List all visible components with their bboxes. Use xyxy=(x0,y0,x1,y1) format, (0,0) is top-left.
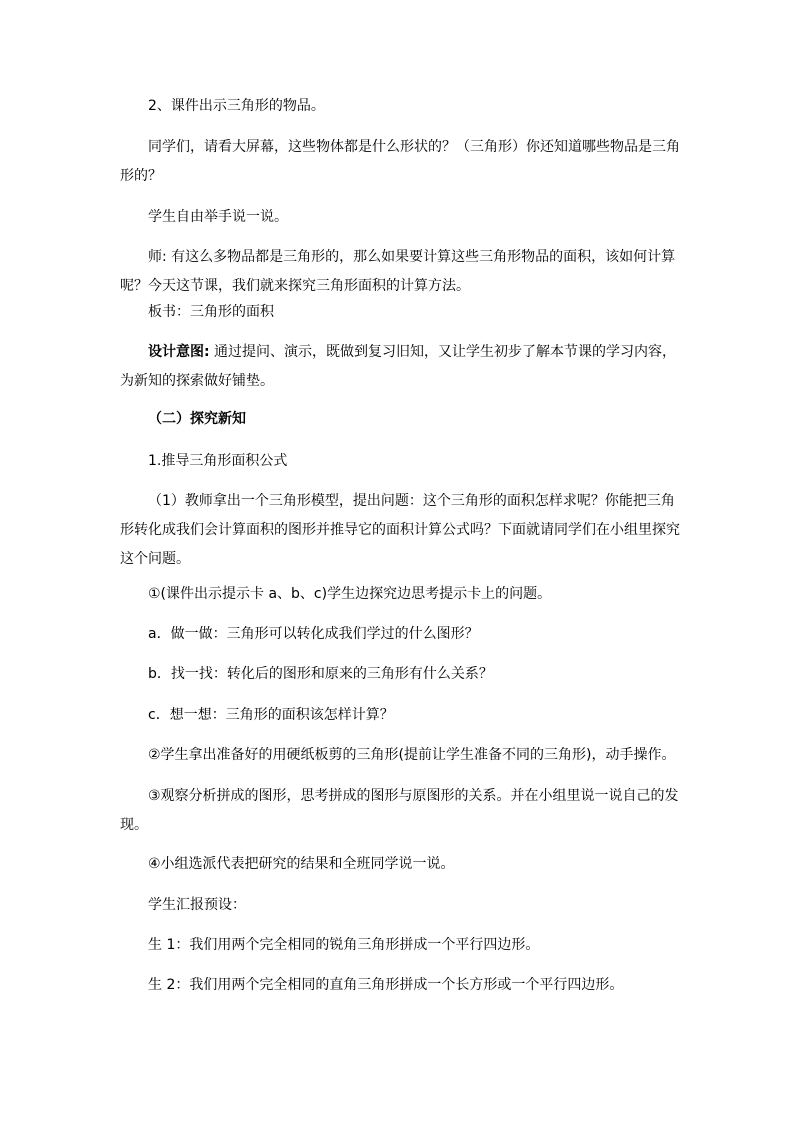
paragraph-group-report: ④小组选派代表把研究的结果和全班同学说一说。 xyxy=(148,856,455,872)
design-intent-text: 通过提问、演示，既做到复习旧知，又让学生初步了解本节课的学习内容，为新知的探索做好铺垫。 xyxy=(120,344,677,389)
section-heading-explore: （二）探究新知 xyxy=(148,411,246,427)
paragraph-students-speak: 学生自由举手说一说。 xyxy=(148,209,288,225)
paragraph-design-intent xyxy=(120,338,680,396)
paragraph-observe: ③观察分析拼成的图形，思考拼成的图形与原图形的关系。并在小组里说一说自己的发现。 xyxy=(120,788,679,833)
paragraph-derive-formula: 1.推导三角形面积公式 xyxy=(148,453,288,469)
paragraph-hands-on: ②学生拿出准备好的用硬纸板剪的三角形(提前让学生准备不同的三角形)，动手操作。 xyxy=(148,747,676,763)
paragraph-student-2: 生 2：我们用两个完全相同的直角三角形拼成一个长方形或一个平行四边形。 xyxy=(148,977,624,993)
paragraph-teacher-intro: 师: 有这么多物品都是三角形的，那么如果要计算这些三角形物品的面积，该如何计算呢？今天这节课，我们就来探究三角形面积的计算方法。 xyxy=(120,249,676,294)
paragraph-report-preset: 学生汇报预设： xyxy=(148,897,246,913)
design-intent-label: 设计意图: xyxy=(148,344,210,360)
paragraph-hint-cards: ①(课件出示提示卡 a、b、c)学生边探究边思考提示卡上的问题。 xyxy=(148,586,552,602)
paragraph-hint-c: c．想一想：三角形的面积该怎样计算？ xyxy=(148,707,394,723)
paragraph-teacher-model: （1）教师拿出一个三角形模型，提出问题：这个三角形的面积怎样求呢？你能把三角形转化成我们会计算面积的图形并推导它的面积计算公式吗？下面就请同学们在小组里探究这个问题。 xyxy=(120,493,680,567)
paragraph-blackboard: 板书：三角形的面积 xyxy=(148,304,274,320)
paragraph-courseware-triangles: 2、课件出示三角形的物品。 xyxy=(148,98,325,114)
paragraph-hint-a: a．做一做：三角形可以转化成我们学过的什么图形？ xyxy=(148,626,479,642)
paragraph-question-shapes: 同学们，请看大屏幕，这些物体都是什么形状的？（三角形）你还知道哪些物品是三角形的？ xyxy=(120,139,680,184)
paragraph-student-1: 生 1：我们用两个完全相同的锐角三角形拼成一个平行四边形。 xyxy=(148,937,540,953)
paragraph-hint-b: b．找一找：转化后的图形和原来的三角形有什么关系？ xyxy=(148,666,493,682)
